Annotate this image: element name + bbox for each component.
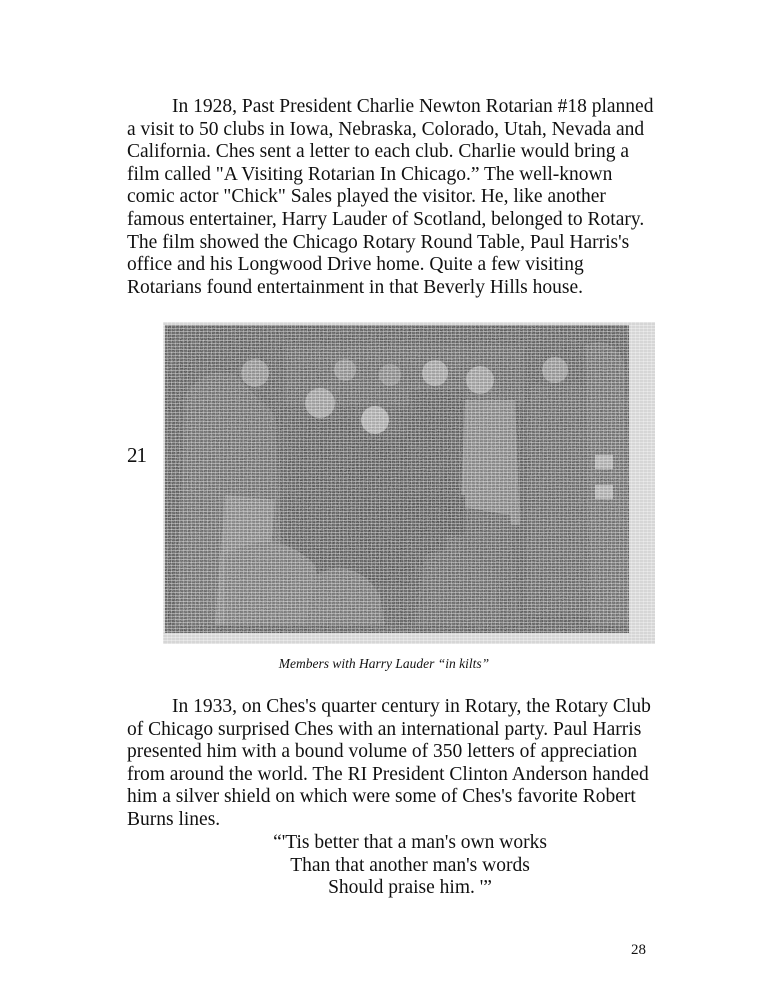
paragraph-line: film called "A Visiting Rotarian In Chicago.” The well-known — [127, 163, 613, 185]
side-reference-number: 21 — [127, 443, 146, 467]
paragraph-line: presented him with a bound volume of 350 letters of appreciation — [127, 741, 638, 763]
paragraph-line: office and his Longwood Drive home. Quite a few visiting — [127, 254, 584, 276]
quote-line: Should praise him. '” — [328, 877, 492, 899]
quote-line: “'Tis better that a man's own works — [273, 832, 547, 853]
paragraph-line: The film showed the Chicago Rotary Round Table, Paul Harris's — [127, 231, 630, 253]
page-number: 28 — [631, 942, 646, 958]
paragraph-line: In 1933, on Ches's quarter century in Rotary, the Rotary Club — [172, 696, 651, 717]
paragraph-line: from around the world. The RI President Clinton Anderson handed — [127, 763, 649, 785]
paragraph-line: of Chicago surprised Ches with an international party. Paul Harris — [127, 718, 642, 740]
paragraph-1928-film — [127, 96, 687, 299]
paragraph-line: Rotarians found entertainment in that Beverly Hills house. — [127, 276, 583, 298]
paragraph-line: comic actor "Chick" Sales played the visitor. He, like another — [127, 186, 606, 208]
photo-frame — [163, 322, 655, 644]
quote-line: Than that another man's words — [290, 854, 530, 876]
paragraph-line: In 1928, Past President Charlie Newton Rotarian #18 planned — [172, 96, 654, 117]
paragraph-line: Burns lines. — [127, 808, 221, 830]
group-photo-illustration — [165, 325, 629, 633]
paragraph-line: a visit to 50 clubs in Iowa, Nebraska, Colorado, Utah, Nevada and — [127, 118, 645, 140]
paragraph-1933-party — [127, 696, 687, 832]
burns-quote — [200, 832, 620, 900]
photo-caption: Members with Harry Lauder “in kilts” — [278, 656, 490, 671]
paragraph-line: him a silver shield on which were some of Ches's favorite Robert — [127, 786, 636, 808]
group-photo — [165, 325, 629, 633]
paragraph-line: famous entertainer, Harry Lauder of Scotland, belonged to Rotary. — [127, 208, 645, 230]
paragraph-line: California. Ches sent a letter to each club. Charlie would bring a — [127, 141, 629, 163]
